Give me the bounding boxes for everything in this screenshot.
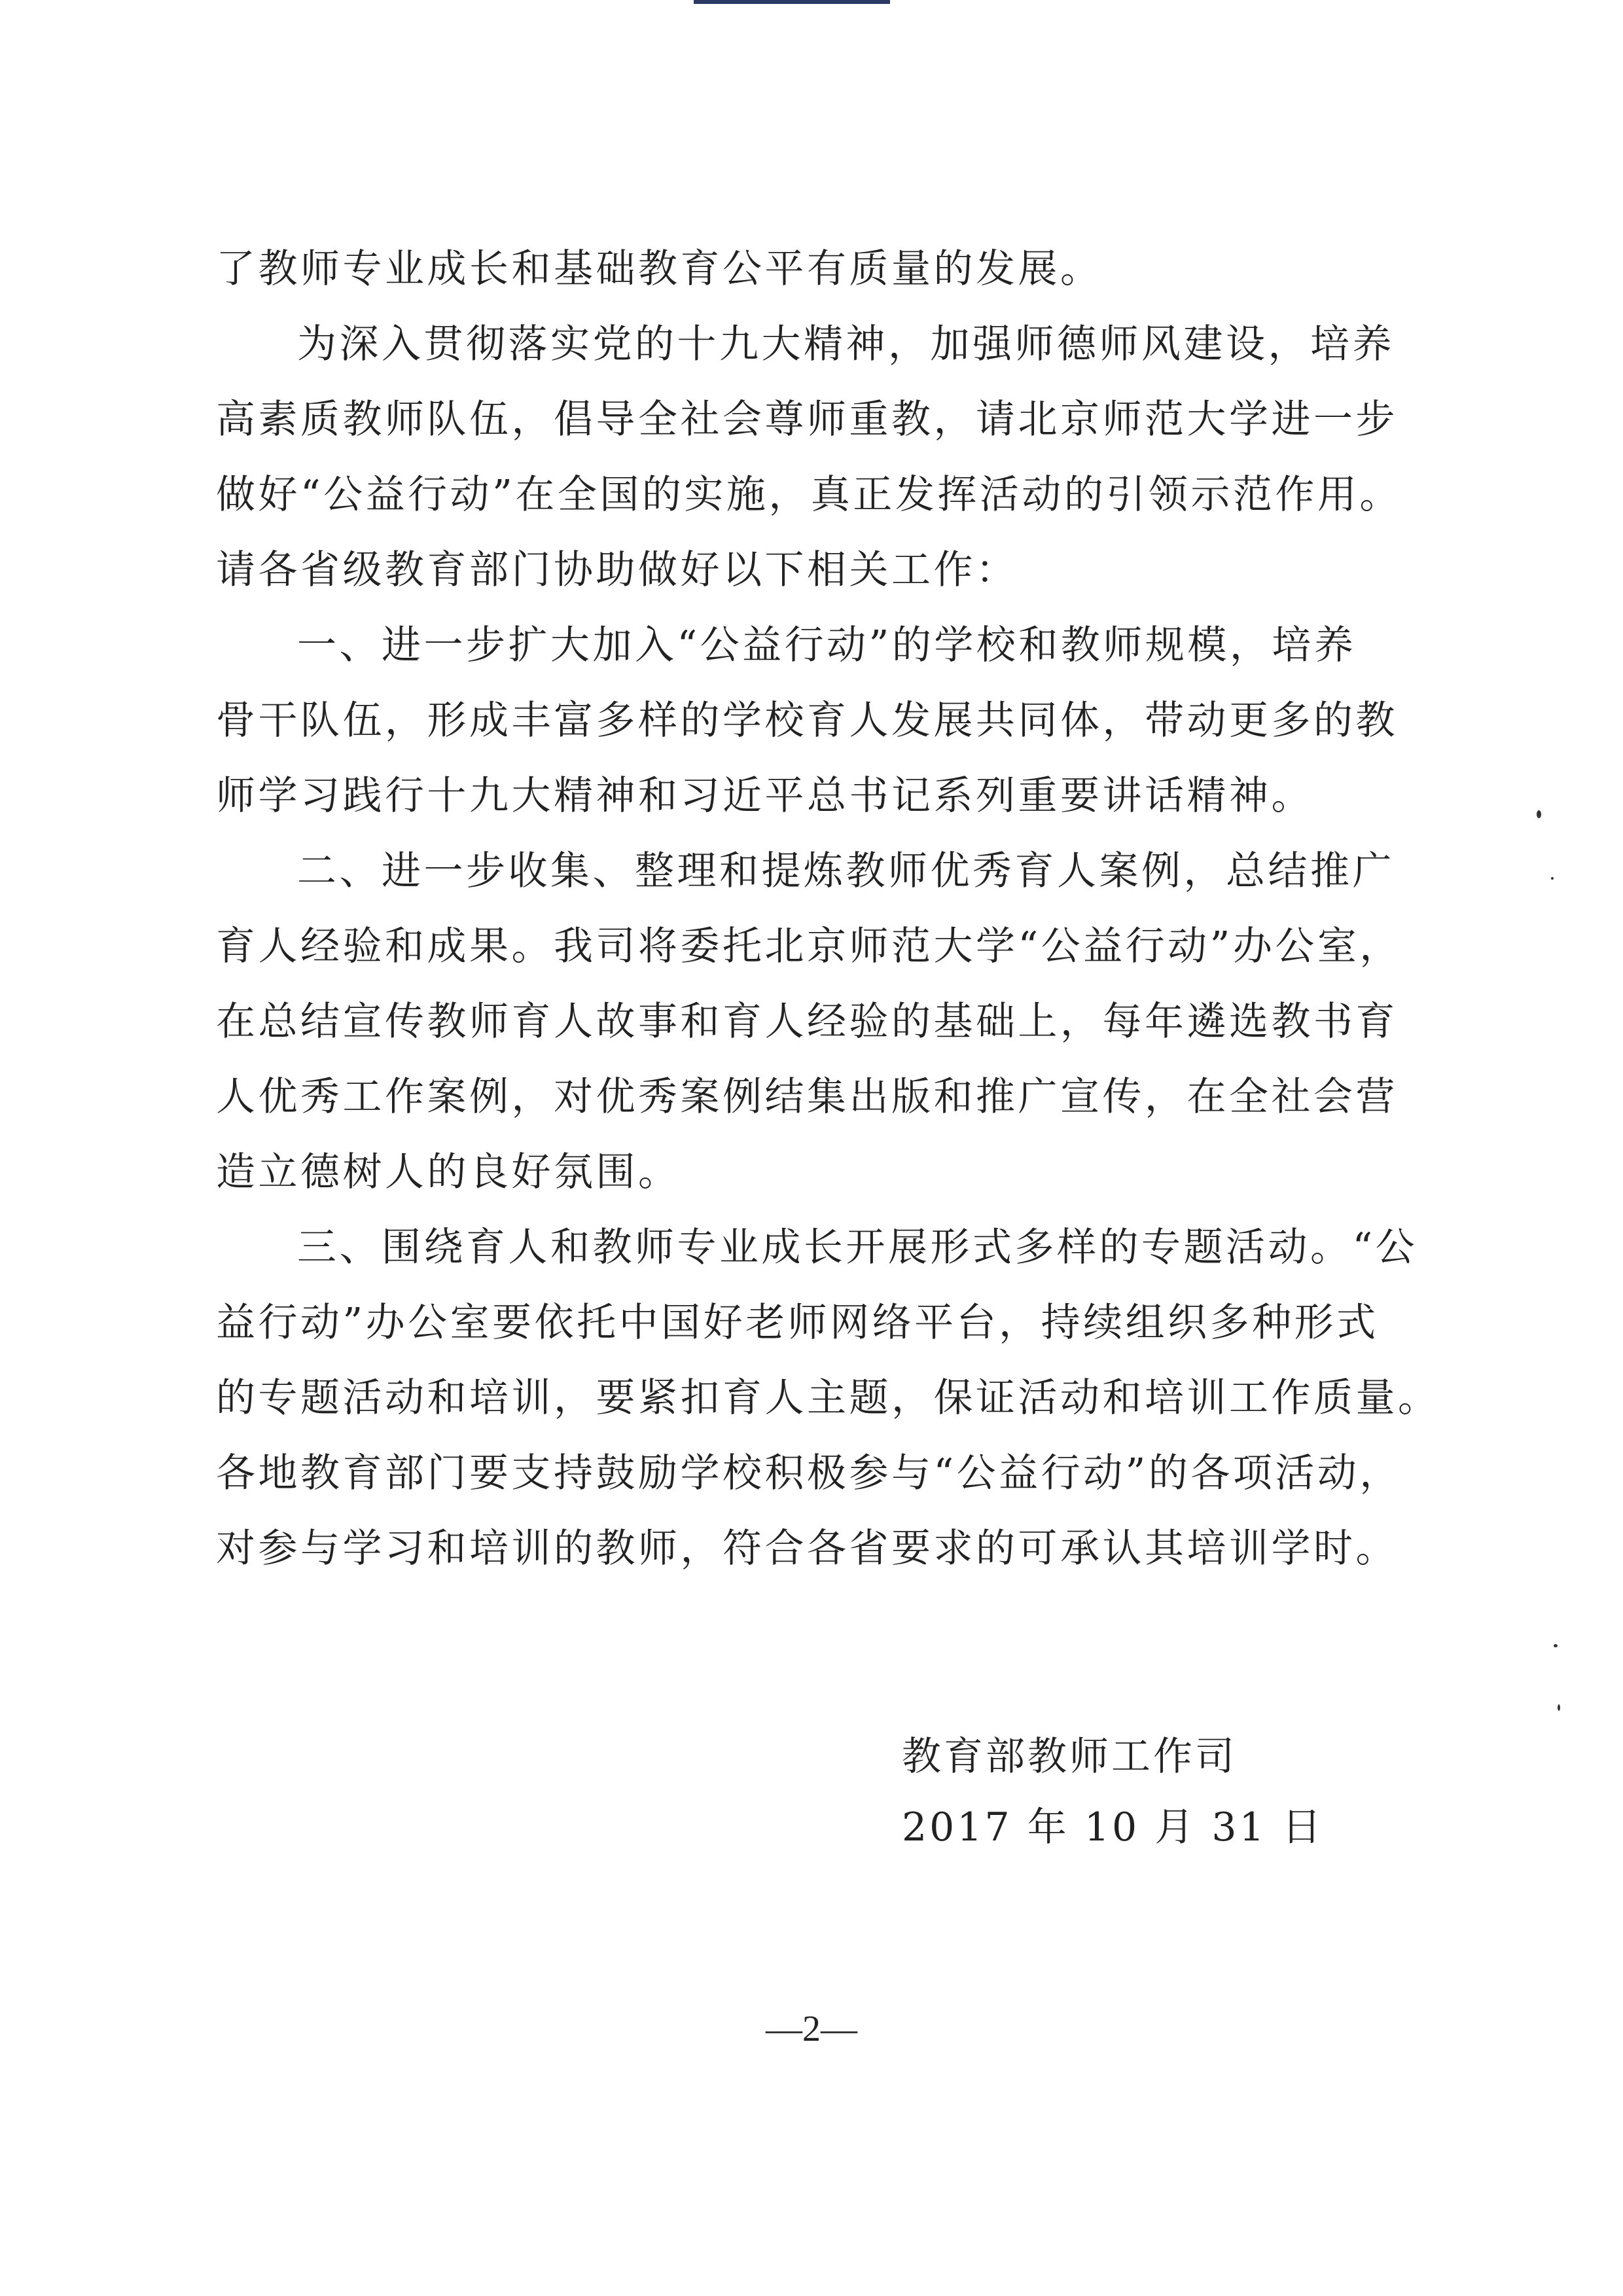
body-line: 师学习践行十九大精神和习近平总书记系列重要讲话精神。 bbox=[216, 773, 1313, 819]
signature-block bbox=[902, 1721, 1360, 1863]
body-line: 一、进一步扩大加入“公益行动”的学校和教师规模，培养 bbox=[297, 622, 1357, 668]
scan-speck bbox=[1551, 877, 1554, 880]
scan-speck bbox=[1537, 810, 1541, 818]
body-line: 骨干队伍，形成丰富多样的学校育人发展共同体，带动更多的教 bbox=[216, 698, 1398, 744]
body-line: 二、进一步收集、整理和提炼教师优秀育人案例，总结推广 bbox=[297, 848, 1395, 894]
body-line: 为深入贯彻落实党的十九大精神，加强师德师风建设，培养 bbox=[297, 321, 1395, 367]
body-line: 育人经验和成果。我司将委托北京师范大学“公益行动”办公室， bbox=[216, 924, 1402, 969]
body-line: 在总结宣传教师育人故事和育人经验的基础上，每年遴选教书育 bbox=[216, 999, 1398, 1045]
body-line: 三、围绕育人和教师专业成长开展形式多样的专题活动。“公 bbox=[297, 1225, 1418, 1270]
document-body bbox=[216, 232, 1440, 1587]
issue-date: 2017 年 10 月 31 日 bbox=[902, 1804, 1324, 1850]
scan-edge-mark bbox=[694, 0, 890, 4]
body-line: 益行动”办公室要依托中国好老师网络平台，持续组织多种形式 bbox=[216, 1300, 1379, 1346]
body-line: 请各省级教育部门协助做好以下相关工作： bbox=[216, 547, 1018, 593]
scan-speck bbox=[1558, 1704, 1560, 1711]
body-line: 高素质教师队伍，倡导全社会尊师重教，请北京师范大学进一步 bbox=[216, 397, 1398, 442]
scan-speck bbox=[1554, 1644, 1558, 1647]
body-line: 各地教育部门要支持鼓励学校积极参与“公益行动”的各项活动， bbox=[216, 1450, 1402, 1496]
issuing-organization: 教育部教师工作司 bbox=[902, 1734, 1237, 1780]
body-line: 做好“公益行动”在全国的实施，真正发挥活动的引领示范作用。 bbox=[216, 472, 1402, 518]
page-number: —2— bbox=[766, 2009, 857, 2049]
body-line: 对参与学习和培训的教师，符合各省要求的可承认其培训学时。 bbox=[216, 1526, 1398, 1571]
body-line: 人优秀工作案例，对优秀案例结集出版和推广宣传，在全社会营 bbox=[216, 1074, 1398, 1120]
body-line: 的专题活动和培训，要紧扣育人主题，保证活动和培训工作质量。 bbox=[216, 1375, 1440, 1421]
body-line: 了教师专业成长和基础教育公平有质量的发展。 bbox=[216, 246, 1103, 292]
body-line: 造立德树人的良好氛围。 bbox=[216, 1149, 681, 1195]
